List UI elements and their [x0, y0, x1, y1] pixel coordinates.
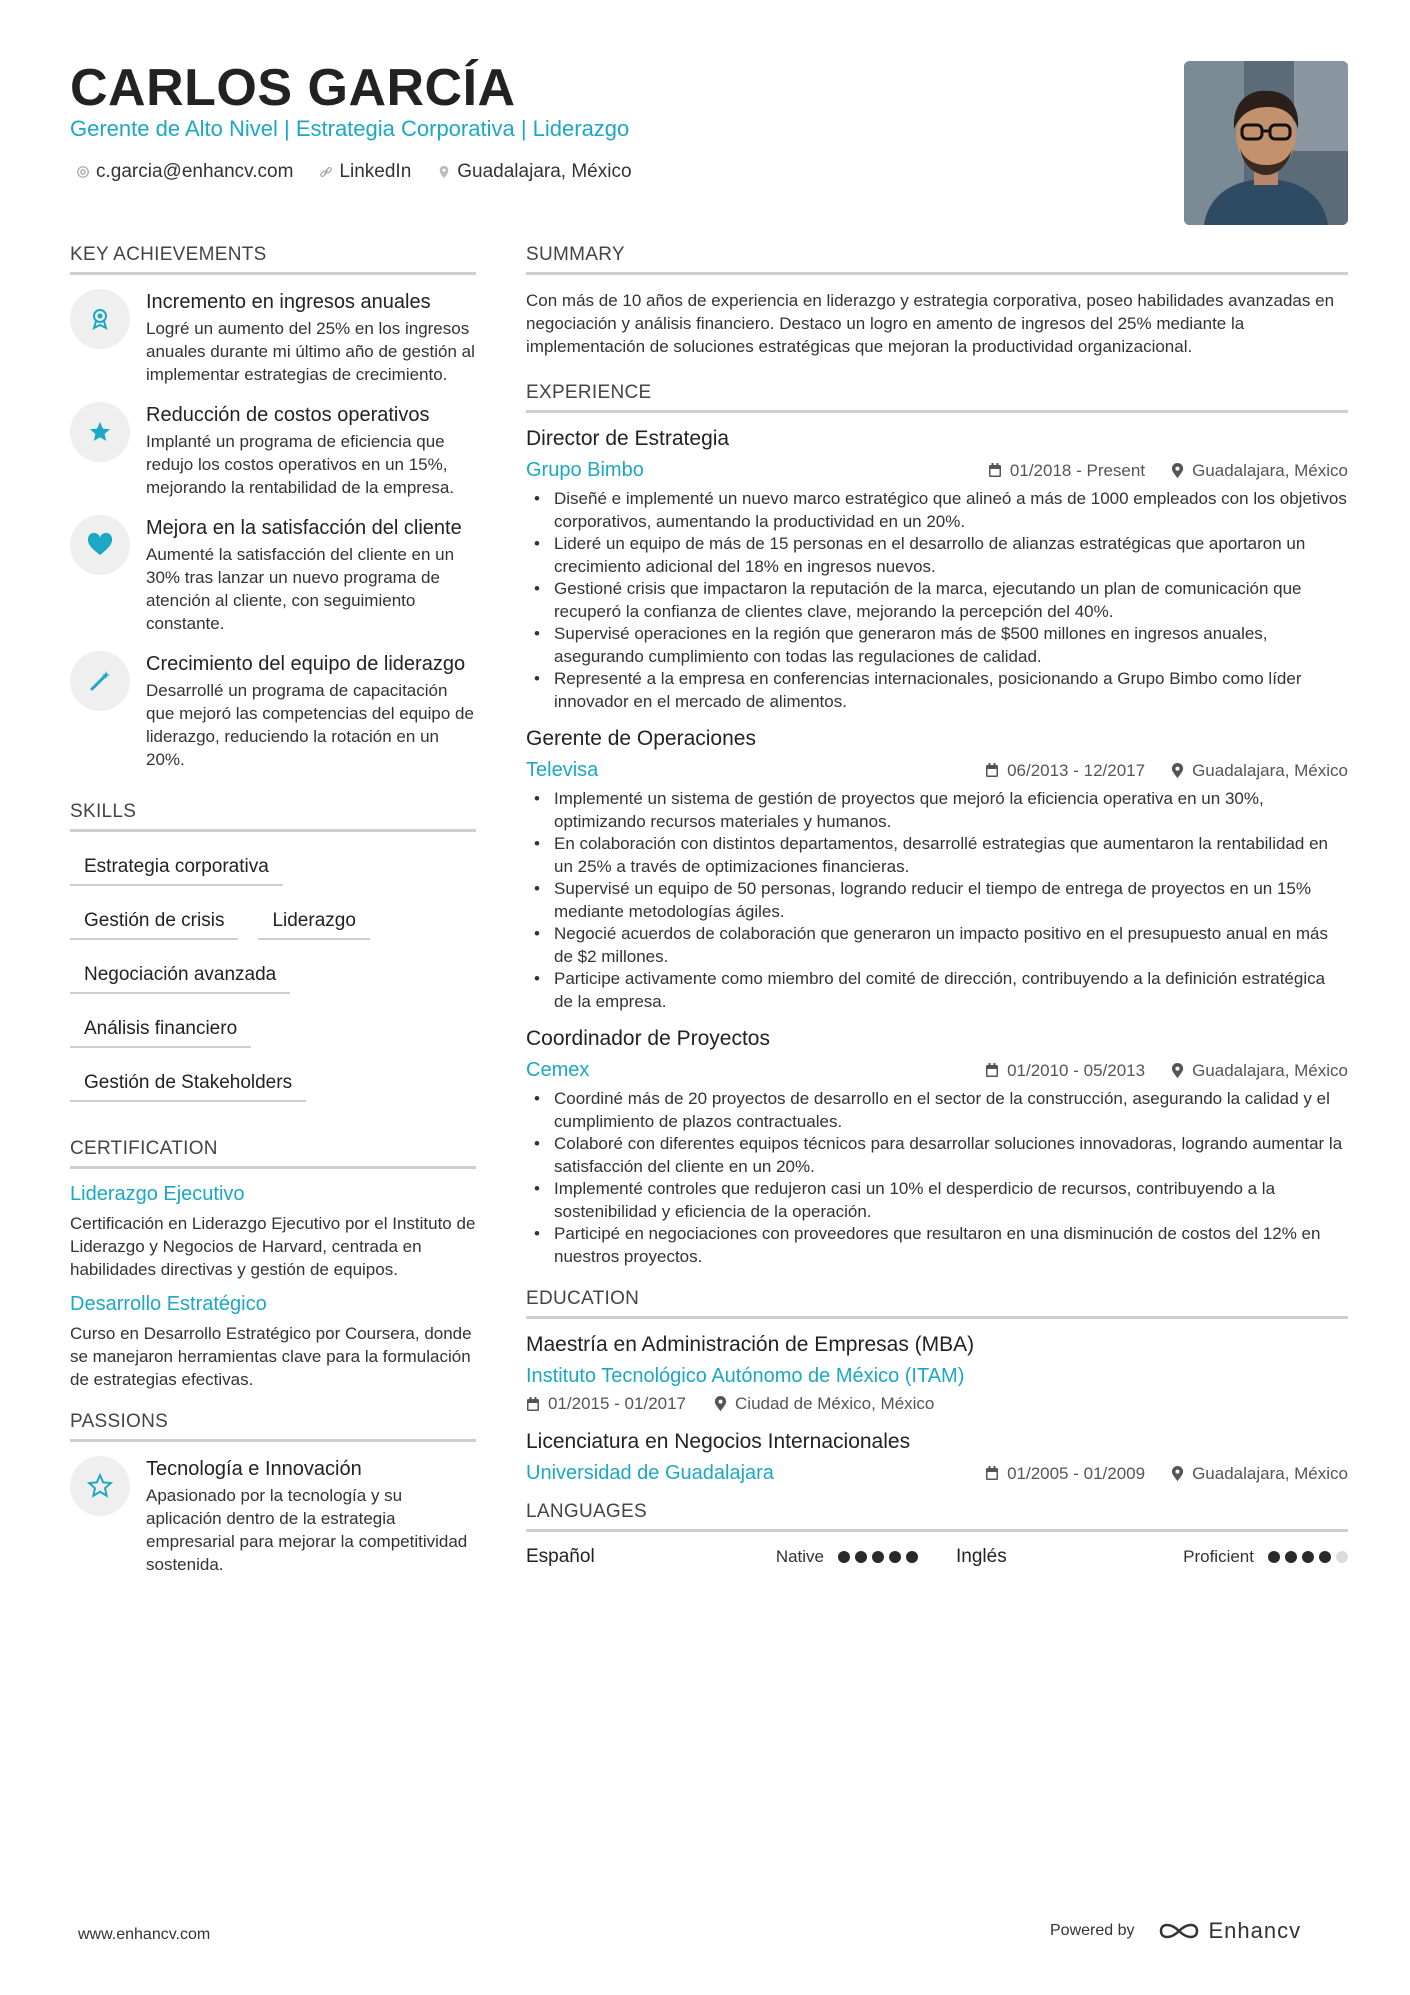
job-bullet: • Lideré un equipo de más de 15 personas en el desarrollo de alianzas estratégicas que aportaron un crecimiento adicional del 18% en ingresos nuevos. — [526, 533, 1348, 578]
achievement-desc: Logré un aumento del 25% en los ingresos anuales durante mi último año de gestión al implementar estrategias de crecimiento. — [146, 319, 475, 384]
skill-tag: Gestión de Stakeholders — [70, 1062, 306, 1102]
linkedin-text: LinkedIn — [339, 161, 412, 182]
achievement-badge — [70, 651, 130, 711]
job-bullet: • En colaboración con distintos departamentos, desarrollé estrategias que aumentaron la rentabilidad en un 25% a través de optimizaciones financieras. — [526, 833, 1348, 878]
passion-desc: Apasionado por la tecnología y su aplicación dentro de la estrategia empresarial para mejorar la competitividad sostenida. — [146, 1486, 468, 1574]
level-dot — [872, 1551, 884, 1563]
job-bullets — [526, 788, 1348, 1013]
summary-text: Con más de 10 años de experiencia en liderazgo y estrategia corporativa, poseo habilidades avanzadas en negociación y análisis financiero. Destaco un logro en amento de ingresos del 25% mediante la implementación de soluciones estratégicas que mejoran la productividad organizacional. — [526, 291, 1335, 356]
passion-title: Tecnología e Innovación — [146, 1458, 362, 1480]
calendar-icon — [985, 763, 999, 778]
company-name: Televisa — [526, 759, 599, 781]
language-item — [956, 1546, 1348, 1568]
level-dot — [1285, 1551, 1297, 1563]
language-dots — [1268, 1551, 1348, 1563]
language-level: Native — [775, 1547, 824, 1566]
achievement-desc: Aumenté la satisfacción del cliente en un 30% tras lanzar un nuevo programa de atención al cliente, con seguimiento constante. — [146, 545, 455, 633]
location-text: Guadalajara, México — [457, 161, 632, 182]
skill-tag: Gestión de crisis — [70, 900, 238, 940]
level-dot-empty — [1336, 1551, 1348, 1563]
star-outline-icon — [87, 1473, 113, 1499]
job-dates: 01/2010 - 05/2013 — [1007, 1060, 1146, 1080]
enhancv-logo-icon — [1157, 1919, 1201, 1943]
certification-title: Desarrollo Estratégico — [70, 1293, 267, 1315]
contact-email[interactable] — [76, 161, 293, 183]
magic-wand-icon — [88, 669, 112, 693]
achievement-title: Incremento en ingresos anuales — [146, 291, 431, 313]
skill-tag: Liderazgo — [258, 900, 369, 940]
achievement-item — [70, 515, 476, 635]
left-column — [70, 244, 476, 1592]
link-icon — [319, 165, 333, 179]
education-entry — [526, 1430, 1348, 1485]
education-location: Guadalajara, México — [1192, 1463, 1348, 1483]
footer-powered — [1050, 1918, 1301, 1944]
language-level: Proficient — [1183, 1547, 1254, 1566]
section-title-passions: PASSIONS — [70, 1411, 476, 1442]
candidate-name: CARLOS GARCÍA — [70, 59, 516, 117]
job-bullets — [526, 1088, 1348, 1268]
footer-website[interactable]: www.enhancv.com — [78, 1926, 211, 1943]
company-name: Grupo Bimbo — [526, 459, 644, 481]
certification-title: Liderazgo Ejecutivo — [70, 1183, 245, 1205]
powered-by-text: Powered by — [1050, 1922, 1135, 1939]
certification-desc: Curso en Desarrollo Estratégico por Coursera, donde se manejaron herramientas clave para la formulación de estrategias efectivas. — [70, 1324, 472, 1389]
profile-photo — [1184, 61, 1348, 225]
level-dot — [855, 1551, 867, 1563]
candidate-headline: Gerente de Alto Nivel | Estrategia Corporativa | Liderazgo — [70, 116, 630, 141]
skill-tag: Estrategia corporativa — [70, 846, 283, 886]
job-dates: 01/2018 - Present — [1009, 460, 1146, 480]
passion-item — [70, 1456, 476, 1576]
job-bullet: • Implementé un sistema de gestión de proyectos que mejoró la eficiencia operativa en un 30%, optimizando recursos materiales y humanos. — [526, 788, 1348, 833]
section-title-summary: SUMMARY — [526, 244, 1348, 275]
job-bullet: • Supervisé un equipo de 50 personas, logrando reducir el tiempo de entrega de proyectos en un 15% mediante metodologías ágiles. — [526, 878, 1348, 923]
section-title-skills: SKILLS — [70, 801, 476, 832]
section-title-achievements: KEY ACHIEVEMENTS — [70, 244, 476, 275]
education-location: Ciudad de México, México — [735, 1394, 935, 1413]
education-dates: 01/2015 - 01/2017 — [548, 1394, 687, 1413]
level-dot — [906, 1551, 918, 1563]
certification-desc: Certificación en Liderazgo Ejecutivo por el Instituto de Liderazgo y Negocios de Harvard, centrada en habilidades directivas y gestión de equipos. — [70, 1214, 476, 1279]
education-entry — [526, 1333, 1348, 1414]
avatar-illustration — [1184, 61, 1348, 225]
language-item — [526, 1546, 918, 1568]
job-entry — [526, 727, 1348, 1013]
job-bullet: • Diseñé e implementé un nuevo marco estratégico que alineó a más de 1000 empleados con los objetivos corporativos, aumentando la productividad en un 20%. — [526, 488, 1348, 533]
job-bullet: • Coordiné más de 20 proyectos de desarrollo en el sector de la construcción, asegurando la calidad y el cumplimiento de plazos contractuales. — [526, 1088, 1348, 1133]
achievement-item — [70, 402, 476, 499]
job-location: Guadalajara, México — [1192, 760, 1348, 780]
job-bullet: • Negocié acuerdos de colaboración que generaron un impacto positivo en el presupuesto anual en más de $2 millones. — [526, 923, 1348, 968]
achievement-desc: Implanté un programa de eficiencia que redujo los costos operativos en un 15%, mejorando la rentabilidad de la empresa. — [146, 432, 455, 497]
job-bullet: • Participé en negociaciones con proveedores que resultaron en una disminución de costos del 12% en nuestros proyectos. — [526, 1223, 1348, 1268]
level-dot — [838, 1551, 850, 1563]
school-name: Instituto Tecnológico Autónomo de México (ITAM) — [526, 1365, 965, 1387]
skill-tag: Análisis financiero — [70, 1008, 251, 1048]
job-title: Director de Estrategia — [526, 427, 730, 450]
achievement-item — [70, 289, 476, 386]
achievement-item — [70, 651, 476, 771]
job-bullet: • Supervisé operaciones en la región que generaron más de $500 millones en ingresos anuales, asegurando cumplimiento con todas las regulaciones de calidad. — [526, 623, 1348, 668]
school-name: Universidad de Guadalajara — [526, 1462, 774, 1484]
degree-title: Licenciatura en Negocios Internacionales — [526, 1430, 911, 1453]
language-dots — [838, 1551, 918, 1563]
achievement-title: Mejora en la satisfacción del cliente — [146, 517, 462, 539]
location-pin-icon — [1171, 1063, 1184, 1079]
achievement-badge — [70, 402, 130, 462]
contact-bar — [76, 161, 632, 183]
job-bullet: • Participe activamente como miembro del comité de dirección, contribuyendo a la definición estratégica de la empresa. — [526, 968, 1348, 1013]
job-title: Gerente de Operaciones — [526, 727, 756, 750]
level-dot — [1268, 1551, 1280, 1563]
languages-list — [526, 1546, 1348, 1568]
achievement-title: Reducción de costos operativos — [146, 404, 430, 426]
job-entry — [526, 427, 1348, 713]
section-title-certification: CERTIFICATION — [70, 1138, 476, 1169]
job-bullet: • Implementé controles que redujeron casi un 10% el desperdicio de recursos, contribuyendo a la sostenibilidad y eficiencia de la operación. — [526, 1178, 1348, 1223]
job-entry — [526, 1027, 1348, 1268]
location-pin-icon — [714, 1396, 727, 1412]
degree-title: Maestría en Administración de Empresas (MBA) — [526, 1333, 975, 1356]
contact-linkedin[interactable] — [319, 161, 411, 183]
level-dot — [1319, 1551, 1331, 1563]
job-location: Guadalajara, México — [1192, 460, 1348, 480]
at-icon — [76, 165, 90, 179]
job-bullet: • Representé a la empresa en conferencias internacionales, posicionando a Grupo Bimbo como líder innovador en el mercado de alimentos. — [526, 668, 1348, 713]
section-title-languages: LANGUAGES — [526, 1501, 1348, 1532]
calendar-icon — [985, 1466, 999, 1481]
calendar-icon — [985, 1063, 999, 1078]
passion-badge — [70, 1456, 130, 1516]
level-dot — [889, 1551, 901, 1563]
location-pin-icon — [1171, 1466, 1184, 1482]
skill-tag: Negociación avanzada — [70, 954, 290, 994]
achievement-desc: Desarrollé un programa de capacitación que mejoró las competencias del equipo de liderazgo, reduciendo la rotación en un 20%. — [146, 681, 474, 769]
language-name: Inglés — [956, 1546, 1007, 1567]
skills-list — [70, 846, 476, 1116]
section-title-education: EDUCATION — [526, 1288, 1348, 1319]
heart-icon — [87, 533, 113, 557]
email-text: c.garcia@enhancv.com — [96, 161, 294, 182]
location-pin-icon — [1171, 763, 1184, 779]
job-location: Guadalajara, México — [1192, 1060, 1348, 1080]
education-dates: 01/2005 - 01/2009 — [1007, 1463, 1146, 1483]
calendar-icon — [988, 463, 1002, 478]
job-bullet: • Gestioné crisis que impactaron la reputación de la marca, ejecutando un plan de comunicación que recuperó la confianza de clientes clave, mejorando la percepción del 40%. — [526, 578, 1348, 623]
brand-logo[interactable] — [1157, 1918, 1302, 1944]
calendar-icon — [526, 1397, 540, 1412]
section-title-experience: EXPERIENCE — [526, 382, 1348, 413]
achievement-title: Crecimiento del equipo de liderazgo — [146, 653, 466, 675]
language-name: Español — [526, 1546, 595, 1567]
star-icon — [88, 420, 112, 444]
job-bullets — [526, 488, 1348, 713]
award-icon — [88, 307, 112, 331]
company-name: Cemex — [526, 1059, 590, 1081]
location-pin-icon — [437, 165, 451, 179]
brand-name: Enhancv — [1208, 1918, 1302, 1943]
right-column — [526, 244, 1348, 1568]
job-dates: 06/2013 - 12/2017 — [1007, 760, 1146, 780]
contact-location — [437, 161, 631, 183]
achievement-badge — [70, 289, 130, 349]
level-dot — [1302, 1551, 1314, 1563]
location-pin-icon — [1171, 463, 1184, 479]
job-bullet: • Colaboré con diferentes equipos técnicos para desarrollar soluciones innovadoras, logrando aumentar la satisfacción del cliente en un 20%. — [526, 1133, 1348, 1178]
achievement-badge — [70, 515, 130, 575]
job-title: Coordinador de Proyectos — [526, 1027, 770, 1050]
